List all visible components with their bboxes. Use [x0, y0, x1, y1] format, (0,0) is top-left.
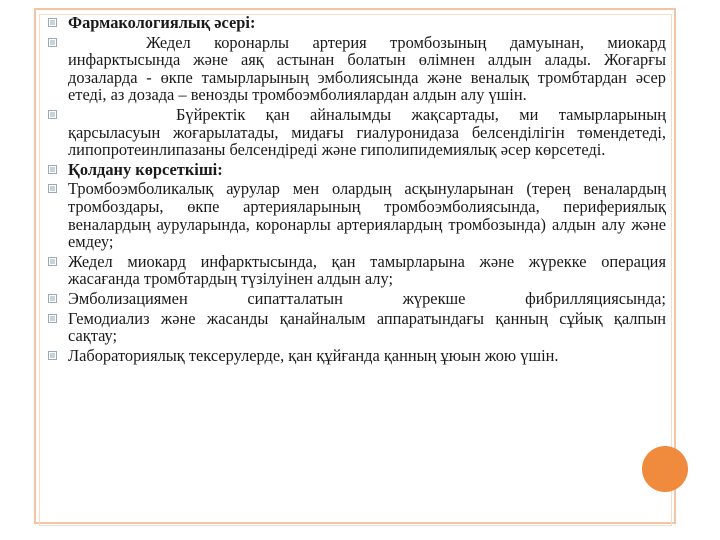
list-item — [48, 347, 666, 365]
square-bullet-icon — [48, 38, 57, 47]
square-bullet-icon — [48, 351, 57, 360]
list-item-text: Лабораториялық тексерулерде, қан құйғанда қанның ұюын жою үшін. — [68, 345, 559, 365]
list-item-text: Тромбоэмболикалық аурулар мен олардың асқынуларынан (терең веналардың тромбоздары, өкпе артерияларының тромбоэмболиясында, перифериялық веналардың ауруларында, коронарлы артериялардың тромбозында) алдын алу және емдеу; — [68, 179, 666, 252]
list-item-text: Гемодиализ және жасанды қанайналым аппаратындағы қанның сұйық қалпын сақтау; — [68, 308, 666, 346]
heading-indications: Қолдану көрсеткіші: — [68, 159, 223, 179]
heading-pharmacological-effect: Фармакологиялық әсері: — [68, 13, 256, 32]
list-item — [48, 290, 666, 308]
list-item-text: Эмболизациямен сипатталатын жүрекше фибрилляциясында; — [68, 288, 666, 308]
square-bullet-icon — [48, 294, 57, 303]
square-bullet-icon — [48, 110, 57, 119]
list-item-text: Жедел коронарлы артерия тромбозының дамуынан, миокард инфарктысында және аяқ астынан болатын өлімнен алдын алады. Жоғарғы дозаларда - өкпе тамырларының эмболиясында және веналық тромбтардан әсер етеді, аз дозада – венозды тромбоэмболиялардан алдын алу үшін. — [68, 32, 666, 105]
list-item-text: Бүйректік қан айналымды жақсартады, ми тамырларының қарсыласуын жоғарылатады, мидағы гиалуронидаза белсенділігін төмендетеді, липопротеинлипазаны белсендіреді және гиполипидемиялық әсер көрсетеді. — [68, 104, 666, 160]
list-item — [48, 14, 666, 32]
list-item — [48, 310, 666, 345]
square-bullet-icon — [48, 165, 57, 174]
list-item — [48, 180, 666, 250]
square-bullet-icon — [48, 314, 57, 323]
list-item — [48, 161, 666, 179]
slide-content — [48, 14, 666, 366]
square-bullet-icon — [48, 257, 57, 266]
list-item — [48, 34, 666, 104]
square-bullet-icon — [48, 18, 57, 27]
list-item — [48, 253, 666, 288]
list-item-text: Жедел миокард инфарктысында, қан тамырларына және жүрекке операция жасағанда тромбтардың түзілуінен алдын алу; — [68, 251, 666, 289]
list-item — [48, 106, 666, 159]
square-bullet-icon — [48, 184, 57, 193]
orange-circle-decoration — [642, 446, 688, 492]
